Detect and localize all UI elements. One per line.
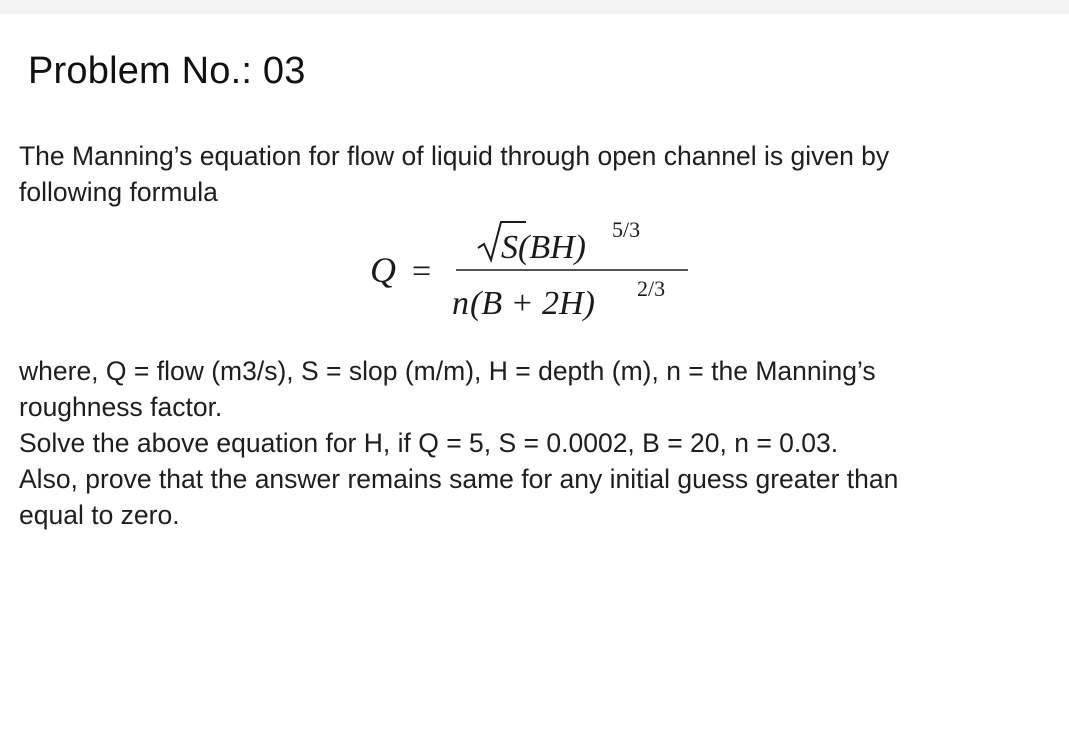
also-line-1: Also, prove that the answer remains same for any initial guess greater than [19, 464, 899, 494]
where-line-1: where, Q = flow (m3/s), S = slop (m/m), H = depth (m), n = the Manning’s [19, 356, 876, 386]
intro-line-1: The Manning’s equation for flow of liquid through open channel is given by [19, 141, 890, 171]
manning-equation [360, 210, 700, 340]
also-line-2: equal to zero. [19, 500, 180, 530]
formula-numerator: S(BH) [501, 229, 586, 266]
intro-paragraph [19, 138, 889, 210]
formula-denominator-exponent: 2/3 [637, 276, 666, 301]
solve-line: Solve the above equation for H, if Q = 5, S = 0.0002, B = 20, n = 0.03. [19, 428, 839, 458]
manning-equation-svg [360, 210, 700, 340]
top-strip [0, 0, 1069, 14]
formula-numerator-exponent: 5/3 [612, 217, 641, 242]
where-line-2: roughness factor. [19, 392, 223, 422]
formula-denominator: (B + 2H) [470, 285, 595, 322]
formula-equals: = [412, 253, 432, 290]
formula-lhs: Q [370, 250, 396, 290]
formula-denominator-n: n [452, 285, 469, 322]
body-paragraph [19, 353, 898, 533]
problem-title: Problem No.: 03 [28, 50, 306, 92]
intro-line-2: following formula [19, 177, 218, 207]
